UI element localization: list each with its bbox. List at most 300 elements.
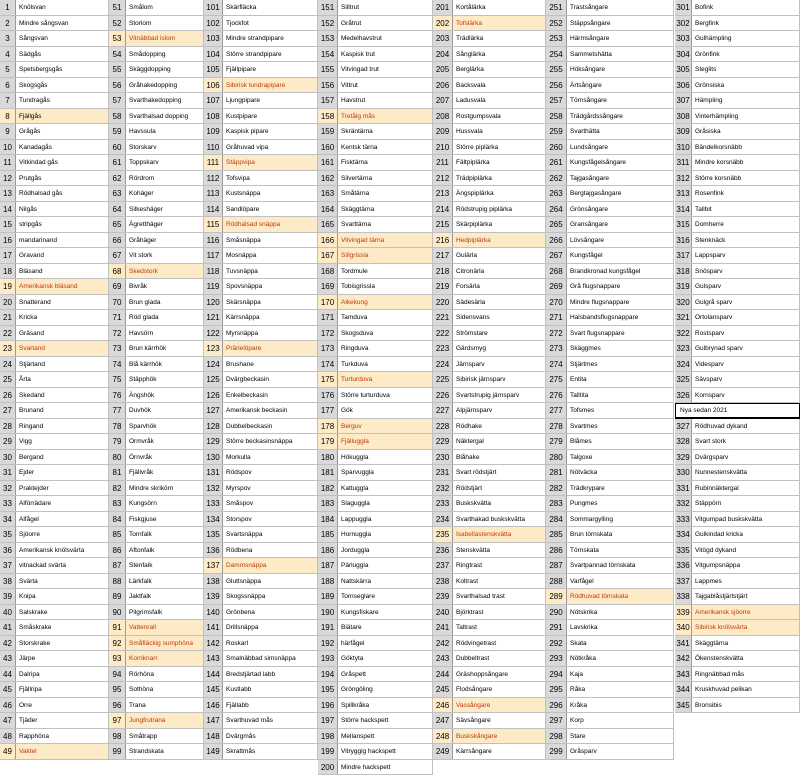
table-row[interactable] [546, 16, 674, 32]
species-name[interactable]: Rödhuvad törnskata [567, 589, 674, 604]
species-name[interactable]: Brushane [223, 357, 318, 372]
table-row[interactable] [675, 233, 800, 249]
table-row[interactable] [318, 419, 433, 435]
table-row[interactable] [0, 744, 109, 760]
species-name[interactable]: Mindre korsnäbb [692, 155, 800, 170]
table-row[interactable] [109, 682, 204, 698]
species-name[interactable]: Ortolansparv [692, 310, 800, 325]
table-row[interactable] [546, 326, 674, 342]
table-row[interactable] [433, 140, 546, 156]
table-row[interactable] [204, 109, 318, 125]
species-name[interactable]: Småfläckig sumphöna [126, 636, 204, 651]
species-name[interactable]: Gråsiska [692, 124, 800, 139]
table-row[interactable] [318, 16, 433, 32]
table-row[interactable] [318, 341, 433, 357]
table-row[interactable] [318, 729, 433, 745]
species-name[interactable]: Svart rödstjärt [453, 465, 546, 480]
species-name[interactable]: Vaktel [16, 744, 109, 759]
table-row[interactable] [675, 419, 800, 435]
species-name[interactable]: Kungsfågel [567, 248, 674, 263]
species-name[interactable]: Bivråk [126, 279, 204, 294]
species-name[interactable]: Vit stork [126, 248, 204, 263]
table-row[interactable] [675, 109, 800, 125]
table-row[interactable] [433, 248, 546, 264]
species-name[interactable]: Grönfink [692, 47, 800, 62]
species-name[interactable]: Lappuggla [338, 512, 433, 527]
table-row[interactable] [0, 326, 109, 342]
species-name[interactable]: Trädlärka [453, 31, 546, 46]
table-row[interactable] [318, 357, 433, 373]
table-row[interactable] [318, 589, 433, 605]
species-name[interactable]: Rödstjärt [453, 481, 546, 496]
species-name[interactable]: Trädkrypare [567, 481, 674, 496]
species-name[interactable]: Skogsduva [338, 326, 433, 341]
species-name[interactable]: Nötkråka [567, 651, 674, 666]
species-name[interactable]: Rosenfink [692, 186, 800, 201]
species-name[interactable]: Svart flugsnappare [567, 326, 674, 341]
species-name[interactable]: Örnvråk [126, 450, 204, 465]
table-row[interactable] [433, 31, 546, 47]
species-name[interactable]: Gråsparv [567, 744, 674, 759]
species-name[interactable]: Varfågel [567, 574, 674, 589]
species-name[interactable]: Rödhake [453, 419, 546, 434]
table-row[interactable] [204, 450, 318, 466]
species-name[interactable]: Stäppörn [692, 496, 800, 511]
table-row[interactable] [204, 496, 318, 512]
table-row[interactable] [204, 527, 318, 543]
table-row[interactable] [433, 388, 546, 404]
table-row[interactable] [109, 264, 204, 280]
table-row[interactable] [433, 558, 546, 574]
table-row[interactable] [109, 93, 204, 109]
table-row[interactable] [0, 47, 109, 63]
species-name[interactable]: Sjöorre [16, 527, 109, 542]
table-row[interactable] [318, 155, 433, 171]
species-name[interactable]: Svarthätta [567, 124, 674, 139]
species-name[interactable]: Dubbelbeckasin [223, 419, 318, 434]
species-name[interactable]: Mindre sångsvan [16, 16, 109, 31]
species-name[interactable]: Fjällabb [223, 698, 318, 713]
species-name[interactable]: Årta [16, 372, 109, 387]
species-name[interactable]: Sädgås [16, 47, 109, 62]
species-name[interactable]: Stäppsångare [567, 16, 674, 31]
species-name[interactable]: Amerikansk bläsand [16, 279, 109, 294]
species-name[interactable]: Trana [126, 698, 204, 713]
species-name[interactable]: Skärpiplärka [453, 217, 546, 232]
species-name[interactable]: Brunand [16, 403, 109, 418]
table-row[interactable] [433, 574, 546, 590]
table-row[interactable] [546, 620, 674, 636]
table-row[interactable] [0, 372, 109, 388]
species-name[interactable]: Vassångare [453, 698, 546, 713]
table-row[interactable] [204, 326, 318, 342]
species-name[interactable]: Snösparv [692, 264, 800, 279]
table-row[interactable] [318, 760, 433, 775]
table-row[interactable] [204, 605, 318, 621]
species-name[interactable]: Gulärla [453, 248, 546, 263]
species-name[interactable]: Svarthalsad trast [453, 589, 546, 604]
species-name[interactable]: Rubinnäktergal [692, 481, 800, 496]
species-name[interactable]: Rödvingetrast [453, 636, 546, 651]
table-row[interactable] [433, 372, 546, 388]
species-name[interactable]: Dvärgsparv [692, 450, 800, 465]
table-row[interactable] [675, 279, 800, 295]
table-row[interactable] [433, 636, 546, 652]
table-row[interactable] [204, 217, 318, 233]
table-row[interactable] [204, 558, 318, 574]
species-name[interactable]: Drillsnäppa [223, 620, 318, 635]
species-name[interactable]: Storlom [126, 16, 204, 31]
table-row[interactable] [546, 543, 674, 559]
table-row[interactable] [675, 372, 800, 388]
table-row[interactable] [0, 465, 109, 481]
table-row[interactable] [546, 47, 674, 63]
table-row[interactable] [0, 558, 109, 574]
species-name[interactable]: Fältpiplärka [453, 155, 546, 170]
table-row[interactable] [318, 636, 433, 652]
species-name[interactable]: Järnsparv [453, 357, 546, 372]
species-name[interactable]: Vitvingad tärna [338, 233, 433, 248]
table-row[interactable] [109, 16, 204, 32]
species-name[interactable]: Tornfalk [126, 527, 204, 542]
table-row[interactable] [546, 419, 674, 435]
table-row[interactable] [109, 186, 204, 202]
table-row[interactable] [546, 574, 674, 590]
table-row[interactable] [0, 310, 109, 326]
species-name[interactable]: Orre [16, 698, 109, 713]
species-name[interactable]: Kortålärka [453, 0, 546, 15]
table-row[interactable] [546, 434, 674, 450]
table-row[interactable] [433, 481, 546, 497]
species-name[interactable]: Myrsnäppa [223, 326, 318, 341]
table-row[interactable] [318, 620, 433, 636]
table-row[interactable] [109, 512, 204, 528]
table-row[interactable] [109, 527, 204, 543]
species-name[interactable]: Nötskrika [567, 605, 674, 620]
table-row[interactable] [204, 636, 318, 652]
species-name[interactable]: Kustsnäppa [223, 186, 318, 201]
table-row[interactable] [675, 620, 800, 636]
table-row[interactable] [0, 295, 109, 311]
species-name[interactable]: Ljungpipare [223, 93, 318, 108]
table-row[interactable] [433, 496, 546, 512]
table-row[interactable] [546, 109, 674, 125]
table-row[interactable] [109, 729, 204, 745]
table-row[interactable] [433, 419, 546, 435]
table-row[interactable] [675, 93, 800, 109]
species-name[interactable]: Toppskarv [126, 155, 204, 170]
table-row[interactable] [675, 155, 800, 171]
table-row[interactable] [675, 326, 800, 342]
species-name[interactable]: Sädesärla [453, 295, 546, 310]
table-row[interactable] [318, 171, 433, 187]
species-name[interactable]: Kaspisk pipare [223, 124, 318, 139]
table-row[interactable] [0, 481, 109, 497]
table-row[interactable] [0, 264, 109, 280]
species-name[interactable]: Gråhäger [126, 233, 204, 248]
table-row[interactable] [109, 450, 204, 466]
table-row[interactable] [433, 651, 546, 667]
species-name[interactable]: Skärsnäppa [223, 295, 318, 310]
species-name[interactable]: Sommargylling [567, 512, 674, 527]
species-name[interactable]: Ormvråk [126, 434, 204, 449]
table-row[interactable] [0, 651, 109, 667]
table-row[interactable] [433, 667, 546, 683]
species-name[interactable]: Alkekung [338, 295, 433, 310]
species-name[interactable]: Duvhök [126, 403, 204, 418]
species-name[interactable]: Kungsfiskare [338, 605, 433, 620]
species-name[interactable]: Kanadagås [16, 140, 109, 155]
table-row[interactable] [546, 217, 674, 233]
table-row[interactable] [433, 78, 546, 94]
table-row[interactable] [546, 0, 674, 16]
table-row[interactable] [546, 667, 674, 683]
species-name[interactable]: Flodsångare [453, 682, 546, 697]
table-row[interactable] [675, 16, 800, 32]
table-row[interactable] [318, 326, 433, 342]
species-name[interactable]: Tofslärka [453, 16, 546, 31]
species-name[interactable]: Talltita [567, 388, 674, 403]
table-row[interactable] [433, 109, 546, 125]
table-row[interactable] [0, 434, 109, 450]
species-name[interactable]: Ägretthäger [126, 217, 204, 232]
species-name[interactable]: Skogssnäppa [223, 589, 318, 604]
table-row[interactable] [675, 543, 800, 559]
table-row[interactable] [0, 171, 109, 187]
table-row[interactable] [0, 124, 109, 140]
table-row[interactable] [109, 698, 204, 714]
table-row[interactable] [546, 310, 674, 326]
table-row[interactable] [109, 217, 204, 233]
species-name[interactable]: Bofink [692, 0, 800, 15]
species-name[interactable]: Tajgasångare [567, 171, 674, 186]
table-row[interactable] [0, 419, 109, 435]
table-row[interactable] [0, 62, 109, 78]
table-row[interactable] [109, 78, 204, 94]
species-name[interactable]: Lärkfalk [126, 574, 204, 589]
species-name[interactable]: Vittrut [338, 78, 433, 93]
species-name[interactable]: Kruskhuvad pelikan [692, 682, 800, 697]
table-row[interactable] [204, 620, 318, 636]
table-row[interactable] [204, 171, 318, 187]
species-name[interactable]: Svartand [16, 341, 109, 356]
table-row[interactable] [109, 605, 204, 621]
table-row[interactable] [675, 47, 800, 63]
table-row[interactable] [204, 372, 318, 388]
table-row[interactable] [0, 140, 109, 156]
table-row[interactable] [546, 78, 674, 94]
table-row[interactable] [204, 186, 318, 202]
species-name[interactable]: Vitkindad gås [16, 155, 109, 170]
species-name[interactable]: Ärtsångare [567, 78, 674, 93]
table-row[interactable] [0, 202, 109, 218]
species-name[interactable]: Tobisgrissla [338, 279, 433, 294]
table-row[interactable] [204, 93, 318, 109]
species-name[interactable]: Dalripa [16, 667, 109, 682]
table-row[interactable] [546, 496, 674, 512]
species-name[interactable]: Fjällpipare [223, 62, 318, 77]
table-row[interactable] [546, 729, 674, 745]
table-row[interactable] [546, 744, 674, 760]
table-row[interactable] [204, 651, 318, 667]
table-row[interactable] [204, 682, 318, 698]
species-name[interactable]: Brun glada [126, 295, 204, 310]
table-row[interactable] [433, 729, 546, 745]
species-name[interactable]: Ejder [16, 465, 109, 480]
species-name[interactable]: Buskskvätta [453, 496, 546, 511]
species-name[interactable]: Vitryggig hackspett [338, 744, 433, 759]
table-row[interactable] [0, 667, 109, 683]
table-row[interactable] [0, 636, 109, 652]
table-row[interactable] [109, 295, 204, 311]
species-name[interactable]: Alförrädare [16, 496, 109, 511]
species-name[interactable]: härfågel [338, 636, 433, 651]
species-name[interactable]: Vitögd dykand [692, 543, 800, 558]
species-name[interactable]: Gulkindad kricka [692, 527, 800, 542]
table-row[interactable] [546, 465, 674, 481]
table-row[interactable] [318, 295, 433, 311]
species-name[interactable]: Svarthakedopping [126, 93, 204, 108]
table-row[interactable] [204, 589, 318, 605]
table-row[interactable] [318, 62, 433, 78]
species-name[interactable]: Morkulla [223, 450, 318, 465]
species-name[interactable]: Järpe [16, 651, 109, 666]
species-name[interactable]: Mindre skrikörn [126, 481, 204, 496]
table-row[interactable] [318, 264, 433, 280]
species-name[interactable]: Storspov [223, 512, 318, 527]
table-row[interactable] [204, 310, 318, 326]
species-name[interactable]: Biätare [338, 620, 433, 635]
table-row[interactable] [318, 744, 433, 760]
species-name[interactable]: Brun törnskata [567, 527, 674, 542]
table-row[interactable] [109, 434, 204, 450]
table-row[interactable] [0, 403, 109, 419]
table-row[interactable] [204, 78, 318, 94]
species-name[interactable]: Ökenstenskvätta [692, 651, 800, 666]
table-row[interactable] [546, 698, 674, 714]
table-row[interactable] [0, 16, 109, 32]
species-name[interactable]: Svart stork [692, 434, 800, 449]
species-name[interactable]: Skäggtärna [692, 636, 800, 651]
species-name[interactable]: Skräntärna [338, 124, 433, 139]
species-name[interactable]: Nunnestenskvätta [692, 465, 800, 480]
table-row[interactable] [318, 543, 433, 559]
species-name[interactable]: Svartstrupig järnsparv [453, 388, 546, 403]
table-row[interactable] [433, 62, 546, 78]
species-name[interactable]: Brandkronad kungsfågel [567, 264, 674, 279]
table-row[interactable] [546, 171, 674, 187]
species-name[interactable]: Råka [567, 682, 674, 697]
table-row[interactable] [0, 0, 109, 16]
table-row[interactable] [109, 651, 204, 667]
table-row[interactable] [546, 248, 674, 264]
table-row[interactable] [0, 620, 109, 636]
table-row[interactable] [675, 62, 800, 78]
species-name[interactable]: Knölsvan [16, 0, 109, 15]
species-name[interactable]: Gräsand [16, 326, 109, 341]
species-name[interactable]: Stäppvipa [223, 155, 318, 170]
species-name[interactable]: Brun kärrhök [126, 341, 204, 356]
species-name[interactable]: Småtärna [338, 186, 433, 201]
table-row[interactable] [675, 295, 800, 311]
table-row[interactable] [433, 264, 546, 280]
table-row[interactable] [204, 744, 318, 760]
table-row[interactable] [204, 264, 318, 280]
species-name[interactable]: Vigg [16, 434, 109, 449]
species-name[interactable]: mandarinand [16, 233, 109, 248]
table-row[interactable] [0, 248, 109, 264]
species-name[interactable]: Rödspov [223, 465, 318, 480]
table-row[interactable] [546, 682, 674, 698]
table-row[interactable] [546, 512, 674, 528]
table-row[interactable] [675, 78, 800, 94]
species-name[interactable]: Vattenrall [126, 620, 204, 635]
species-name[interactable]: Kärrsångare [453, 744, 546, 759]
species-name[interactable]: Grågås [16, 124, 109, 139]
table-row[interactable] [204, 667, 318, 683]
table-row[interactable] [109, 574, 204, 590]
table-row[interactable] [318, 186, 433, 202]
species-name[interactable]: Hökuggla [338, 450, 433, 465]
table-row[interactable] [433, 326, 546, 342]
table-row[interactable] [318, 31, 433, 47]
species-name[interactable]: Stjärtand [16, 357, 109, 372]
species-name[interactable]: Vitgumpsnäppa [692, 558, 800, 573]
table-row[interactable] [433, 93, 546, 109]
species-name[interactable]: Silkeshäger [126, 202, 204, 217]
table-row[interactable] [318, 140, 433, 156]
table-row[interactable] [109, 419, 204, 435]
table-row[interactable] [318, 388, 433, 404]
table-row[interactable] [675, 217, 800, 233]
species-name[interactable]: Gök [338, 403, 433, 418]
table-row[interactable] [318, 109, 433, 125]
table-row[interactable] [546, 202, 674, 218]
table-row[interactable] [433, 124, 546, 140]
species-name[interactable]: Jaktfalk [126, 589, 204, 604]
table-row[interactable] [0, 341, 109, 357]
table-row[interactable] [318, 124, 433, 140]
table-row[interactable] [204, 574, 318, 590]
table-row[interactable] [546, 372, 674, 388]
species-name[interactable]: Hussvala [453, 124, 546, 139]
species-name[interactable]: Backsvala [453, 78, 546, 93]
table-row[interactable] [546, 186, 674, 202]
table-row[interactable] [318, 403, 433, 419]
species-name[interactable]: Amerikansk sjöorre [692, 605, 800, 620]
species-name[interactable]: Höksångare [567, 62, 674, 77]
table-row[interactable] [546, 264, 674, 280]
species-name[interactable]: Havsörn [126, 326, 204, 341]
species-name[interactable]: Tordmule [338, 264, 433, 279]
species-name[interactable]: Rödstrupig piplärka [453, 202, 546, 217]
table-row[interactable] [204, 543, 318, 559]
table-row[interactable] [546, 527, 674, 543]
species-name[interactable]: Större korsnäbb [692, 171, 800, 186]
table-row[interactable] [546, 450, 674, 466]
species-name[interactable]: Lundsångare [567, 140, 674, 155]
species-name[interactable]: Steglits [692, 62, 800, 77]
species-name[interactable]: Svarthuvad mås [223, 713, 318, 728]
table-row[interactable] [318, 248, 433, 264]
species-name[interactable]: Gråhuvad vipa [223, 140, 318, 155]
table-row[interactable] [0, 279, 109, 295]
table-row[interactable] [204, 155, 318, 171]
table-row[interactable] [109, 310, 204, 326]
species-name[interactable]: Svartmes [567, 419, 674, 434]
table-row[interactable] [546, 589, 674, 605]
species-name[interactable]: Rödbena [223, 543, 318, 558]
